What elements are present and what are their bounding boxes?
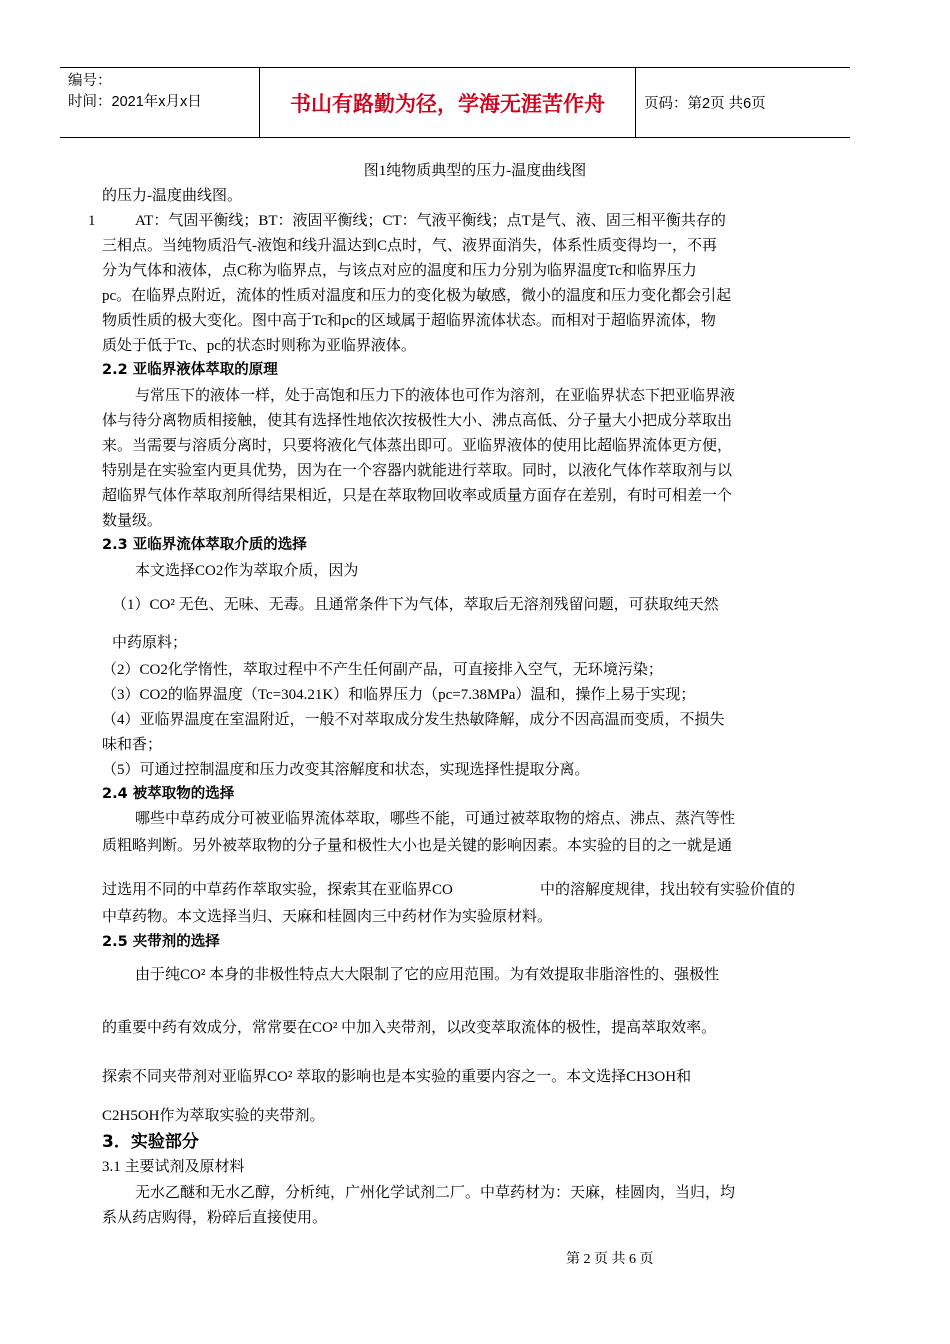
number-label: 编号： [68,73,112,89]
text-line: 质粗略判断。另外被萃取物的分子量和极性大小也是关键的影响因素。本实验的目的之一就是通 [102,838,733,854]
page-info: 页码：第2页 共6页 [644,96,766,112]
header-left [68,71,202,113]
text-line: 系从药店购得，粉碎后直接使用。 [102,1210,328,1226]
list-item: （3）CO2的临界温度（Tc=304.21K）和临界压力（pc=7.38MPa）温和，操作上易于实现； [102,687,696,703]
text-line: 与常压下的液体一样，处于高饱和压力下的液体也可作为溶剂，在亚临界状态下把亚临界液 [135,388,736,404]
section-heading: 2.4 被萃取物的选择 [102,786,235,802]
text-line: 过选用不同的中草药作萃取实验，探索其在亚临界CO [102,882,453,898]
text-line: 物质性质的极大变化。图中高于Tc和pc的区域属于超临界流体状态。而相对于超临界流体，物 [102,313,716,329]
text-line: 中的溶解度规律，找出较有实验价值的 [540,882,796,898]
text-line: 本文选择CO2作为萃取介质，因为 [135,563,359,579]
text-line: 分为气体和液体，点C称为临界点，与该点对应的温度和压力分别为临界温度Tc和临界压力 [102,263,697,279]
section-heading: 2.3 亚临界流体萃取介质的选择 [102,537,307,553]
page-footer: 第 2 页 共 6 页 [566,1252,654,1267]
subsection-heading: 3.1 主要试剂及原材料 [102,1159,245,1175]
text-line: C2H5OH作为萃取实验的夹带剂。 [102,1108,325,1124]
page-header [60,67,850,138]
text-line: 的重要中药有效成分，常常要在CO² 中加入夹带剂，以改变萃取流体的极性，提高萃取效率。 [102,1020,717,1036]
motto: 书山有路勤为径，学海无涯苦作舟 [259,68,636,137]
section-heading: 2.2 亚临界液体萃取的原理 [102,362,278,378]
text-line: 质处于低于Tc、pc的状态时则称为亚临界液体。 [102,338,416,354]
section-heading: 3．实验部分 [102,1132,199,1152]
text-line: 探索不同夹带剂对亚临界CO² 萃取的影响也是本实验的重要内容之一。本文选择CH3OH和 [102,1069,692,1085]
time-label: 时间：2021年x月x日 [68,94,202,110]
text-line: pc。在临界点附近，流体的性质对温度和压力的变化极为敏感，微小的温度和压力变化都会引起 [102,288,732,304]
list-marker: 1 [88,213,96,229]
text-line: 由于纯CO² 本身的非极性特点大大限制了它的应用范围。为有效提取非脂溶性的、强极性 [135,967,720,983]
text-line: 哪些中草药成分可被亚临界流体萃取，哪些不能，可通过被萃取物的熔点、沸点、蒸汽等性 [135,811,736,827]
list-item: （1）CO² 无色、无味、无毒。且通常条件下为气体，萃取后无溶剂残留问题，可获取纯天然 [112,597,719,613]
text-line: 中药原料； [112,635,188,651]
list-item: （2）CO2化学惰性，萃取过程中不产生任何副产品，可直接排入空气，无环境污染； [102,662,663,678]
text-line: 体与待分离物质相接触，使其有选择性地依次按极性大小、沸点高低、分子量大小把成分萃取出 [102,413,733,429]
text-line: 数量级。 [102,513,163,529]
figure-caption: 图1纯物质典型的压力-温度曲线图 [363,163,587,179]
text-line: 无水乙醚和无水乙醇，分析纯，广州化学试剂二厂。中草药材为：天麻，桂圆肉，当归，均 [135,1185,736,1201]
text-line: 的压力-温度曲线图。 [102,188,242,204]
section-heading: 2.5 夹带剂的选择 [102,934,220,950]
text-line: 中草药物。本文选择当归、天麻和桂圆肉三中药材作为实验原材料。 [102,909,553,925]
text-line: AT：气固平衡线；BT：液固平衡线；CT：气液平衡线；点T是气、液、固三相平衡共存的 [135,213,726,229]
list-item: （5）可通过控制温度和压力改变其溶解度和状态，实现选择性提取分离。 [102,762,590,778]
text-line: 三相点。当纯物质沿气-液饱和线升温达到C点时，气、液界面消失，体系性质变得均一，不再 [102,238,718,254]
text-line: 特别是在实验室内更具优势，因为在一个容器内就能进行萃取。同时，以液化气体作萃取剂与以 [102,463,733,479]
text-line: 超临界气体作萃取剂所得结果相近，只是在萃取物回收率或质量方面存在差别，有时可相差一个 [102,488,733,504]
text-line: 味和香； [102,737,163,753]
list-item: （4）亚临界温度在室温附近，一般不对萃取成分发生热敏降解，成分不因高温而变质，不损失 [102,712,725,728]
text-line: 来。当需要与溶质分离时，只要将液化气体蒸出即可。亚临界液体的使用比超临界流体更方便， [102,438,733,454]
